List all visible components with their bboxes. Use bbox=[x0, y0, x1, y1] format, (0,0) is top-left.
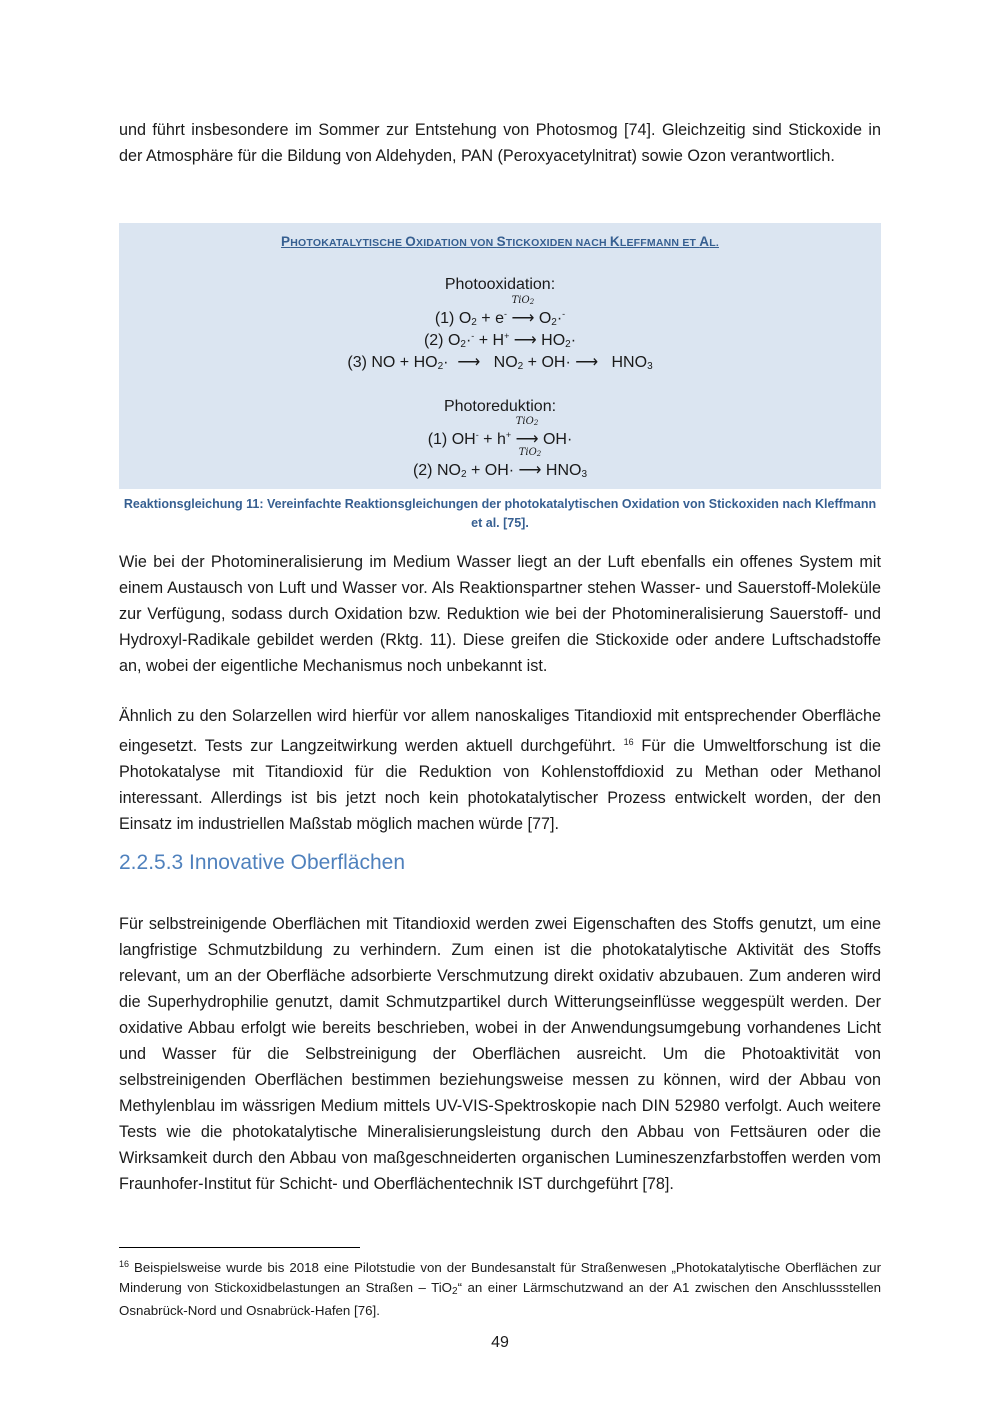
body-paragraph: Wie bei der Photomineralisierung im Medium Wasser liegt an der Luft ebenfalls ein offenes System mit einem Austausch von Luft und Wasser vor. Als Reaktionspartner stehen Wasser- und Sauerstoff-Moleküle zur Verfügung, sodass durch Oxidation bzw. Reduktion wie bei der Photomineralisierung Sauerstoff- und Hydroxyl-Radikale gebildet werden (Rktg. 11). Diese greifen die Stickoxide oder andere Luftschadstoffe an, wobei der eigentliche Mechanismus noch unbekannt ist. bbox=[119, 553, 881, 675]
footnote-divider bbox=[119, 1247, 360, 1248]
reaction-caption: Reaktionsgleichung 11: Vereinfachte Reaktionsgleichungen der photokatalytischen Oxidation von Stickoxiden nach Kleffmann et al. [75]. bbox=[123, 497, 877, 530]
catalyst-arrow: TiO2 ⟶ bbox=[511, 295, 535, 327]
catalyst-arrow: TiO2 ⟶ bbox=[518, 447, 542, 479]
reduction-equation-2: (2) $NO_2 + OH\cdot$ TiO2 ⟶ $HNO_3$ bbox=[412, 447, 588, 480]
photooxidation-label: Photooxidation: bbox=[444, 276, 556, 293]
oxidation-equation-3: (3) NO + $HO_2\cdot$ ⟶ $NO_2 + OH\cdot$ ⟶ $HNO_3$ bbox=[347, 354, 653, 372]
footnote: $^{16}$ Beispielsweise wurde bis 2018 eine Pilotstudie von der Bundesanstalt für Straßenwesen „Photokatalytische Oberflächen zur Minderung von Stickoxidbelastungen an Straßen – TiO$_2$“ an einer Lärmschutzwand an der A1 zwischen den Anschlussstellen Osnabrück-Nord und Osnabrück-Hafen [76]. bbox=[119, 1259, 881, 1318]
footnote-reference[interactable]: 16 bbox=[623, 737, 634, 747]
reaction-box bbox=[119, 223, 881, 489]
body-paragraph: Für selbstreinigende Oberflächen mit Titandioxid werden zwei Eigenschaften des Stoffs genutzt, um eine langfristige Schmutzbildung zu verhindern. Zum einen ist die photokatalytische Aktivität des Stoffs relevant, um an der Oberfläche adsorbierte Verschmutzung direkt oxidativ abzubauen. Zum anderen wird die Superhydrophilie genutzt, damit Schmutzpartikel durch Witterungseinflüsse weggespült werden. Der oxidative Abbau erfolgt wie bereits beschrieben, wobei in der Anwendungsumgebung vorhandenes Licht und Wasser für die Selbstreinigung der Oberflächen ausreicht. Um die Photoaktivität von selbstreinigenden Oberflächen bestimmen beziehungsweise messen zu können, wird der Abbau von Methylenblau im wässrigen Medium mittels UV-VIS-Spektroskopie nach DIN 52980 verfolgt. Auch weitere Tests wie die photokatalytische Mineralisierungsleistung durch den Abbau von Fettsäuren oder die Wirksamkeit durch den Abbau von maßgeschneiderten organischen Lumineszenzfarbstoffen werden vom Fraunhofer-Institut für Schicht- und Oberflächentechnik IST durchgeführt [78]. bbox=[119, 915, 881, 1193]
photoreduktion-label: Photoreduktion: bbox=[443, 398, 557, 415]
intro-paragraph: und führt insbesondere im Sommer zur Entstehung von Photosmog [74]. Gleichzeitig sind Stickoxide in der Atmosphäre für die Bildung von Aldehyden, PAN (Peroxyacetylnitrat) sowie Ozon verantwortlich. bbox=[119, 121, 881, 165]
body-paragraph: Ähnlich zu den Solarzellen wird hierfür vor allem nanoskaliges Titandioxid mit entsprechender Oberfläche eingesetzt. Tests zur Langzeitwirkung werden aktuell durchgeführt. $^{16}$ Für die Umweltforschung ist die Photokatalyse mit Titandioxid für die Reduktion von Kohlenstoffdioxid zu Methan oder Methanol interessant. Allerdings ist bis jetzt noch kein photokatalytischer Prozess entwickelt worden, der den Einsatz im industriellen Maßstab möglich machen würde [77]. bbox=[119, 707, 882, 833]
page-number: 49 bbox=[491, 1334, 509, 1351]
oxidation-equation-2: (2) $O_2\cdot^- + H^+$ ⟶ $HO_2\cdot$ bbox=[423, 331, 577, 350]
oxidation-equation-1: (1) $O_2 + e^-$ TiO2 ⟶ $O_2\cdot^-$ bbox=[434, 295, 566, 328]
section-heading: 2.2.5.3 Innovative Oberflächen bbox=[119, 851, 406, 874]
catalyst-arrow: TiO2 ⟶ bbox=[515, 416, 539, 448]
reaction-box-title: PHOTOKATALYTISCHE OXIDATION VON STICKOXIDEN NACH KLEFFMANN ET AL. bbox=[281, 234, 719, 249]
reduction-equation-1: (1) OH- + h+ TiO2 ⟶ OH· bbox=[427, 416, 573, 448]
